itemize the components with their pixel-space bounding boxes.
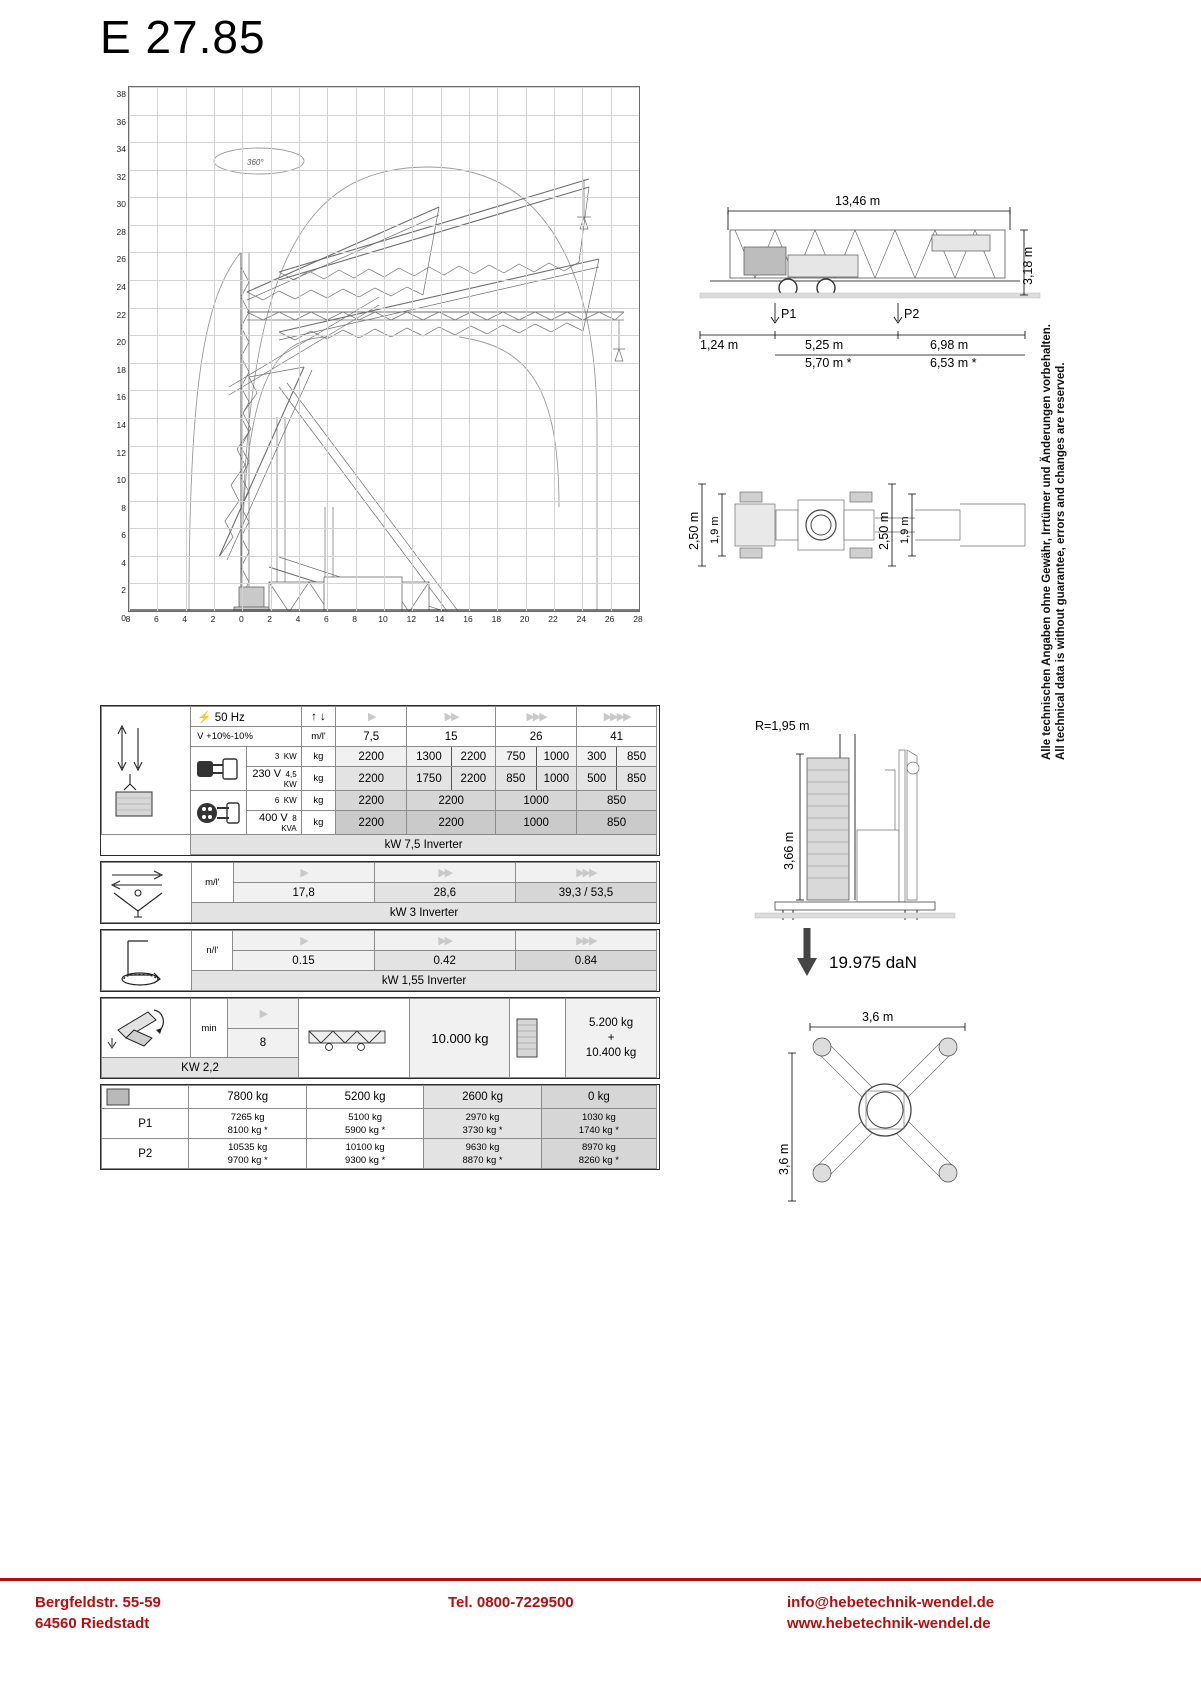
chart-x-tick: 28 — [633, 614, 643, 624]
chart-gridline — [157, 87, 158, 611]
hoist-table-grid — [101, 706, 657, 855]
p1-c4-v2: 1740 kg * — [578, 1124, 619, 1136]
hoist-uom-3: kg — [301, 791, 336, 811]
hoist-speed-1: 7,5 — [336, 727, 407, 747]
slewing-table — [100, 929, 660, 992]
erection-icon — [102, 999, 191, 1058]
chart-y-tick: 36 — [116, 116, 126, 127]
ballast-icon — [510, 999, 566, 1078]
chart-x-tick: 20 — [519, 614, 530, 624]
p1-c1-v1: 7265 kg — [230, 1111, 265, 1123]
ballast-bottom-value: 10.400 kg — [585, 1046, 637, 1059]
ballast-block-icon — [102, 1086, 189, 1109]
chart-y-tick: 38 — [116, 89, 126, 99]
chart-x-axis — [125, 614, 643, 628]
chart-x-tick: 14 — [434, 614, 445, 624]
chart-gridline — [469, 87, 470, 611]
hoist-uom-1: kg — [301, 747, 336, 767]
ballast-top-value: 5.200 kg — [589, 1016, 634, 1029]
frequency-label: 50 Hz — [214, 711, 245, 724]
chart-x-tick: 22 — [548, 614, 558, 624]
hoist-speed-4: 41 — [577, 727, 657, 747]
chart-x-tick: 0 — [238, 614, 244, 624]
footer-contact — [787, 1592, 994, 1634]
chart-y-tick: 26 — [116, 254, 126, 265]
chart-y-tick: 20 — [116, 337, 126, 348]
ballast-plus-sign: + — [607, 1031, 615, 1044]
chart-gridline — [611, 87, 612, 611]
chart-x-tick: 6 — [323, 614, 329, 624]
erection-table — [100, 997, 660, 1079]
trolley-value-2: 28,6 — [374, 883, 515, 903]
hoist-r3-c4: 850 — [577, 791, 657, 811]
chart-y-tick: 6 — [121, 530, 126, 541]
load-chart — [100, 78, 645, 638]
chart-x-tick: 6 — [153, 614, 159, 624]
trolley-table-grid — [101, 862, 657, 923]
p2-c3-v1: 9630 kg — [465, 1141, 500, 1153]
top-width-left-label: 2,50 m — [687, 511, 701, 550]
hoist-r3-c1: 2200 — [336, 791, 407, 811]
voltage-tolerance-label: V +10%-10% — [191, 727, 301, 747]
slewing-table-grid — [101, 930, 657, 991]
hoist-table — [100, 705, 660, 856]
chart-gridline — [582, 87, 583, 611]
footer-address — [35, 1592, 161, 1634]
p2-c4-v2: 8260 kg * — [578, 1154, 619, 1166]
hoist-r1-c3: 750 1000 — [496, 747, 577, 767]
chart-y-axis — [100, 86, 126, 623]
footer-telephone: Tel. 0800-7229500 — [448, 1594, 574, 1611]
hoist-speed-2: 15 — [407, 727, 496, 747]
hoist-uom-4: kg — [301, 811, 336, 835]
side-height-label: 3,18 m — [1021, 246, 1035, 285]
front-overhang-label: 1,24 m — [700, 338, 739, 352]
footer-divider — [0, 1578, 1201, 1581]
base-width-label: 3,6 m — [862, 1010, 894, 1024]
svg-text:360°: 360° — [247, 158, 264, 167]
trolley-icon — [102, 863, 192, 923]
hoist-uom-2: kg — [301, 767, 336, 791]
chart-gridline — [327, 87, 328, 611]
trolley-value-3: 39,3 / 53,5 — [515, 883, 656, 903]
footer-city: 64560 Riedstadt — [35, 1615, 150, 1632]
slewing-step-1-icon: ▶ — [233, 931, 374, 951]
loads-table — [100, 1084, 660, 1170]
footer-street: Bergfeldstr. 55-59 — [35, 1594, 161, 1611]
chart-x-tick: 18 — [491, 614, 502, 624]
side-view-drawing — [680, 185, 1060, 375]
transport-weight-value: 10.000 kg — [410, 999, 510, 1078]
p2-dim-label: 6,98 m — [930, 338, 969, 352]
erection-min-value: 8 — [227, 1028, 298, 1058]
hoist-footer-label: kW 7,5 Inverter — [191, 835, 657, 855]
chart-y-tick: 8 — [121, 502, 126, 513]
p1-c4-v1: 1030 kg — [581, 1111, 616, 1123]
top-view-drawing — [680, 470, 1060, 580]
power-3kw-label: 3 — [274, 752, 280, 761]
chart-y-tick: 24 — [116, 282, 126, 293]
speed-unit-label: m/l' — [301, 727, 336, 747]
top-width-right-label: 2,50 m — [877, 511, 891, 550]
chart-y-tick: 28 — [116, 226, 126, 237]
chart-x-tick: 4 — [182, 614, 188, 624]
loads-col-2: 5200 kg — [306, 1086, 423, 1109]
hoist-r1-c1: 2200 — [336, 747, 407, 767]
chart-x-tick: 8 — [352, 614, 358, 624]
chart-gridline — [271, 87, 272, 611]
power-45kw-unit: KW — [283, 780, 297, 789]
slewing-value-3: 0.84 — [515, 951, 656, 971]
chart-gridline — [639, 87, 640, 611]
chart-gridline — [186, 87, 187, 611]
power-8kva-unit: KVA — [281, 824, 297, 833]
p2-c1-v2: 9700 kg * — [227, 1154, 268, 1166]
spec-tables — [100, 705, 660, 1175]
chart-plot-area — [128, 86, 640, 612]
hoist-r4-c2: 2200 — [407, 811, 496, 835]
p1-c3-v2: 3730 kg * — [462, 1124, 503, 1136]
height-label: 3,66 m — [782, 831, 796, 870]
loads-col-3: 2600 kg — [424, 1086, 541, 1109]
speed-step-1-icon: ▶ — [336, 707, 407, 727]
chart-y-tick: 18 — [116, 364, 126, 375]
hoist-r4-c1: 2200 — [336, 811, 407, 835]
trolley-table — [100, 861, 660, 924]
trolley-value-1: 17,8 — [233, 883, 374, 903]
hoist-r2-c2: 1750 2200 — [407, 767, 496, 791]
chart-y-tick: 10 — [116, 475, 126, 486]
voltage-400-label: 400 V — [258, 812, 288, 824]
erection-table-grid — [101, 998, 657, 1078]
loads-col-4: 0 kg — [541, 1086, 656, 1109]
p2-c2-v1: 10100 kg — [345, 1141, 385, 1153]
trolley-unit-label: m/l' — [192, 863, 233, 903]
chart-x-tick: 8 — [125, 614, 131, 624]
updown-icon: ↑ ↓ — [301, 707, 336, 727]
chart-gridline — [497, 87, 498, 611]
p2-dim-star-label: 6,53 m * — [930, 356, 977, 370]
hoist-r2-c1: 2200 — [336, 767, 407, 791]
footer-email[interactable]: info@hebetechnik-wendel.de — [787, 1594, 995, 1611]
p1-dim-label: 5,25 m — [805, 338, 844, 352]
radius-label: R=1,95 m — [755, 719, 810, 733]
transport-icon — [299, 999, 410, 1078]
erection-min-label: min — [191, 999, 227, 1058]
chart-gridline — [214, 87, 215, 611]
footer-website[interactable]: www.hebetechnik-wendel.de — [787, 1615, 991, 1632]
p1-c2-v2: 5900 kg * — [345, 1124, 386, 1136]
chart-gridline — [554, 87, 555, 611]
p1-c3-v1: 2970 kg — [465, 1111, 500, 1123]
base-depth-label: 3,6 m — [777, 1143, 791, 1175]
trolley-step-3-icon: ▶▶▶ — [515, 863, 656, 883]
p1-c1-v2: 8100 kg * — [227, 1124, 268, 1136]
erection-kw-label: KW 2,2 — [102, 1058, 299, 1078]
chart-gridline — [242, 87, 243, 611]
chart-x-tick: 12 — [406, 614, 417, 624]
chart-gridline — [299, 87, 300, 611]
hoist-r1-c4: 300 850 — [577, 747, 657, 767]
p2-c2-v2: 9300 kg * — [345, 1154, 386, 1166]
height-view-drawing — [745, 710, 975, 1000]
p2-label: P2 — [904, 307, 920, 321]
slewing-step-3-icon: ▶▶▶ — [515, 931, 656, 951]
chart-y-tick: 34 — [116, 144, 126, 155]
plug-400v-icon — [191, 791, 247, 835]
loads-table-grid — [101, 1085, 657, 1169]
hoist-r2-c4: 500 850 — [577, 767, 657, 791]
chart-y-tick: 16 — [116, 392, 126, 403]
disclaimer-line-de: Alle technischen Angaben ohne Gewähr, Irrtümer und Änderungen vorbehalten. — [1041, 323, 1053, 760]
hoist-r3-c2: 2200 — [407, 791, 496, 811]
hoist-icon — [102, 707, 191, 835]
voltage-230-label: 230 V — [252, 768, 282, 780]
chart-gridline — [412, 87, 413, 611]
chart-gridline — [356, 87, 357, 611]
erection-step-icon: ▶ — [227, 999, 298, 1029]
power-6kw-unit: KW — [283, 796, 297, 805]
hoist-speed-3: 26 — [496, 727, 577, 747]
hoist-r4-c3: 1000 — [496, 811, 577, 835]
loads-col-1: 7800 kg — [189, 1086, 306, 1109]
chart-y-tick: 2 — [121, 585, 126, 596]
slewing-unit-label: n/l' — [192, 931, 233, 971]
top-inner-right-label: 1,9 m — [899, 516, 911, 544]
disclaimer-text — [1040, 260, 1068, 760]
p1-label: P1 — [781, 307, 797, 321]
chart-y-tick: 12 — [116, 447, 126, 458]
chart-x-tick: 26 — [604, 614, 615, 624]
plug-230v-icon — [191, 747, 247, 791]
chart-x-tick: 2 — [267, 614, 273, 624]
hoist-r3-c3: 1000 — [496, 791, 577, 811]
slewing-icon — [102, 931, 192, 991]
p1-c2-v1: 5100 kg — [348, 1111, 383, 1123]
power-6kw-label: 6 — [274, 796, 280, 805]
speed-step-3-icon: ▶▶▶ — [496, 707, 577, 727]
speed-step-2-icon: ▶▶ — [407, 707, 496, 727]
hoist-r1-c2: 1300 2200 — [407, 747, 496, 767]
chart-y-tick: 32 — [116, 171, 126, 182]
trolley-step-2-icon: ▶▶ — [374, 863, 515, 883]
chart-x-tick: 10 — [378, 614, 388, 624]
slewing-step-2-icon: ▶▶ — [374, 931, 515, 951]
p2-c4-v1: 8970 kg — [581, 1141, 616, 1153]
chart-gridline — [441, 87, 442, 611]
chart-y-tick: 30 — [116, 199, 126, 210]
chart-x-tick: 16 — [463, 614, 473, 624]
side-length-label: 13,46 m — [835, 194, 881, 208]
chart-gridline — [129, 87, 130, 611]
hoist-r4-c4: 850 — [577, 811, 657, 835]
chart-x-tick: 4 — [295, 614, 301, 624]
power-45kw-label: 4,5 — [285, 770, 297, 779]
chart-y-tick: 14 — [116, 419, 126, 430]
chart-x-tick: 2 — [210, 614, 216, 624]
p2-c1-v1: 10535 kg — [228, 1141, 268, 1153]
slewing-value-2: 0.42 — [374, 951, 515, 971]
chart-y-tick: 4 — [121, 557, 126, 568]
p2-c3-v2: 8870 kg * — [462, 1154, 503, 1166]
chart-gridline — [526, 87, 527, 611]
speed-step-4-icon: ▶▶▶▶ — [577, 707, 657, 727]
base-view-drawing — [770, 1005, 990, 1220]
bolt-icon: ⚡ — [197, 711, 212, 724]
top-inner-left-label: 1,9 m — [709, 516, 721, 544]
chart-x-tick: 24 — [576, 614, 587, 624]
chart-y-tick: 0 — [121, 613, 126, 623]
hoist-r2-c3: 850 1000 — [496, 767, 577, 791]
slewing-value-1: 0.15 — [233, 951, 374, 971]
disclaimer-line-en: All technical data is without guarantee, errors and changes are reserved. — [1055, 362, 1067, 760]
slewing-footer-label: kW 1,55 Inverter — [192, 971, 657, 991]
load-label: 19.975 daN — [829, 953, 917, 972]
trolley-step-1-icon: ▶ — [233, 863, 374, 883]
power-3kw-unit: KW — [283, 752, 297, 761]
loads-row-p1-label: P1 — [102, 1109, 189, 1139]
loads-row-p2-label: P2 — [102, 1139, 189, 1169]
trolley-footer-label: kW 3 Inverter — [192, 903, 657, 923]
p1-dim-star-label: 5,70 m * — [805, 356, 852, 370]
chart-gridline — [384, 87, 385, 611]
power-8kva-label: 8 — [292, 814, 297, 823]
chart-y-tick: 22 — [116, 309, 126, 320]
page-title: E 27.85 — [100, 11, 266, 63]
